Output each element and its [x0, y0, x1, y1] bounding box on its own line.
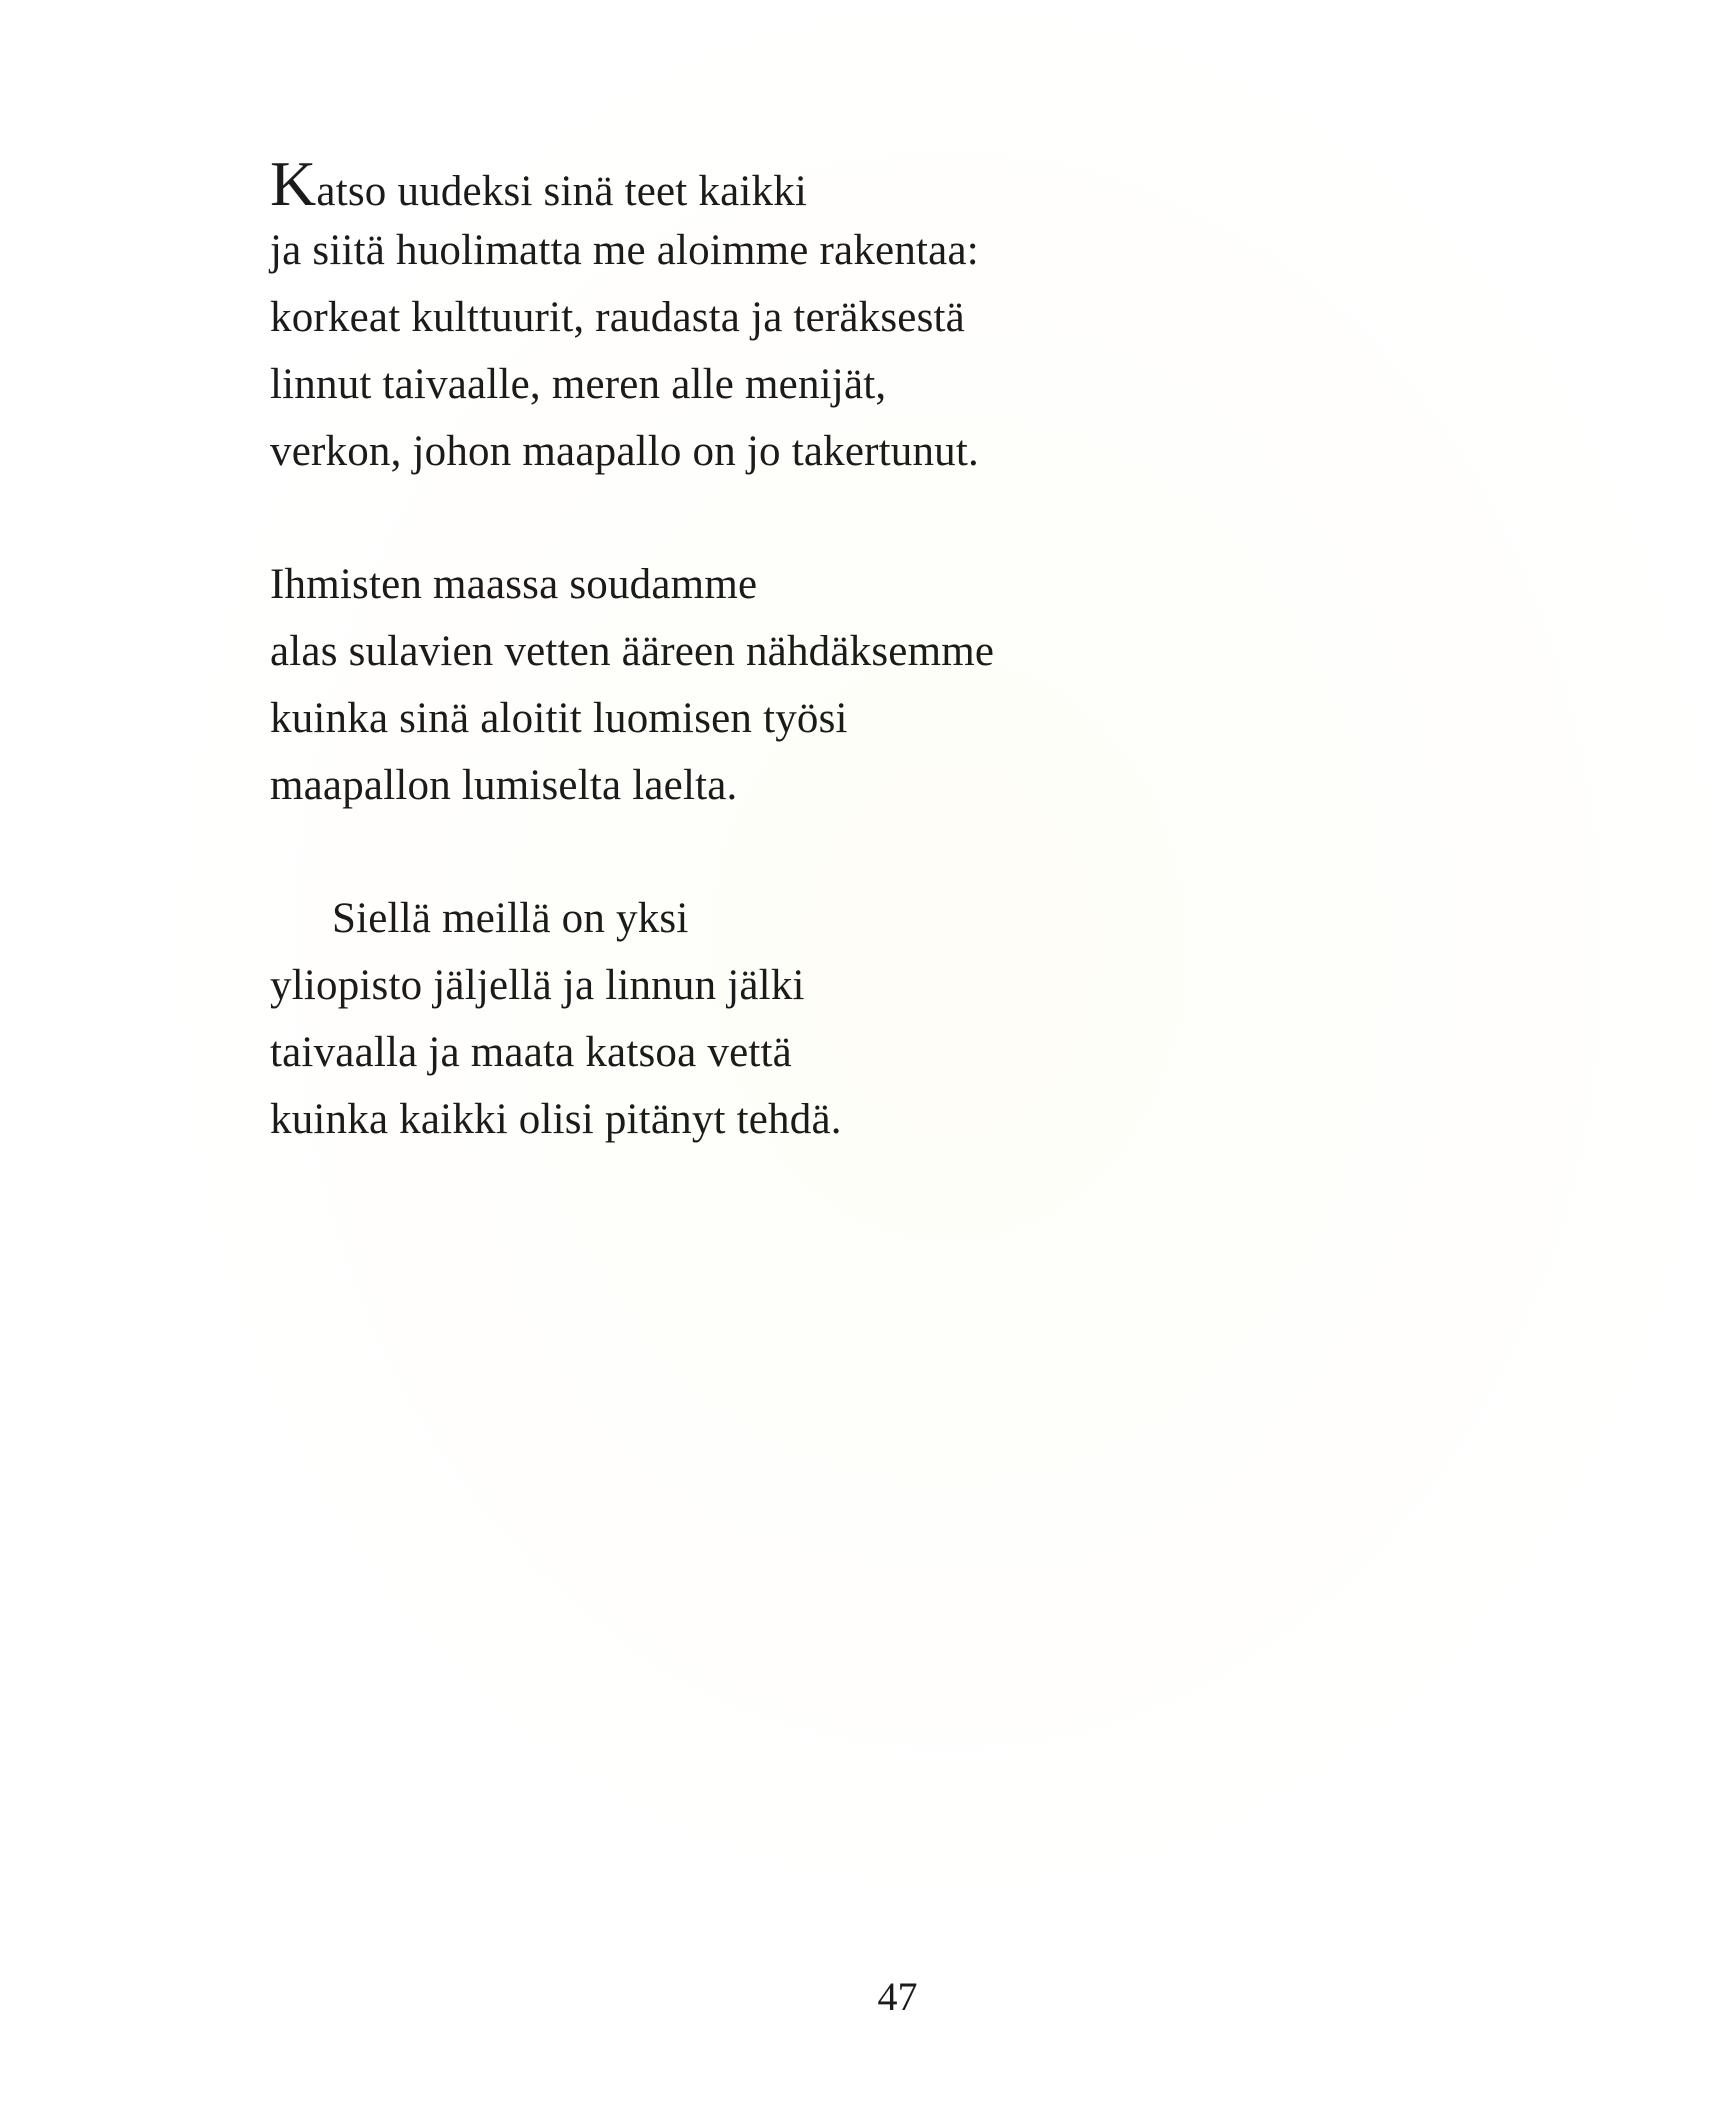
poem-line: ja siitä huolimatta me aloimme rakentaa:: [270, 227, 979, 274]
poem-line: Ihmisten maassa soudamme: [270, 561, 758, 608]
poem-line: alas sulavien vetten ääreen nähdäksemme: [270, 628, 995, 675]
poem-line: linnut taivaalle, meren alle menijät,: [270, 361, 887, 408]
poem-line: Siellä meillä on yksi: [332, 895, 689, 942]
poem-line: kuinka sinä aloitit luomisen työsi: [270, 695, 848, 742]
stanza-2: [270, 551, 1270, 819]
poem-line: verkon, johon maapallo on jo takertunut.: [270, 428, 979, 475]
poem-line: [270, 150, 1270, 217]
poem-line: kuinka kaikki olisi pitänyt tehdä.: [270, 1096, 842, 1143]
first-line-text: atso uudeksi sinä teet kaikki: [316, 168, 808, 215]
drop-cap: K: [270, 148, 317, 219]
poem-line: korkeat kulttuurit, raudasta ja teräksestä: [270, 294, 965, 341]
stanza-1: [270, 150, 1270, 485]
page-number: 47: [877, 1974, 918, 2019]
poem-line: taivaalla ja maata katsoa vettä: [270, 1029, 792, 1076]
poem-line: yliopisto jäljellä ja linnun jälki: [270, 962, 805, 1009]
poem-line: maapallon lumiselta laelta.: [270, 762, 738, 809]
stanza-3: [270, 885, 1270, 1153]
poem: [270, 150, 1270, 1219]
